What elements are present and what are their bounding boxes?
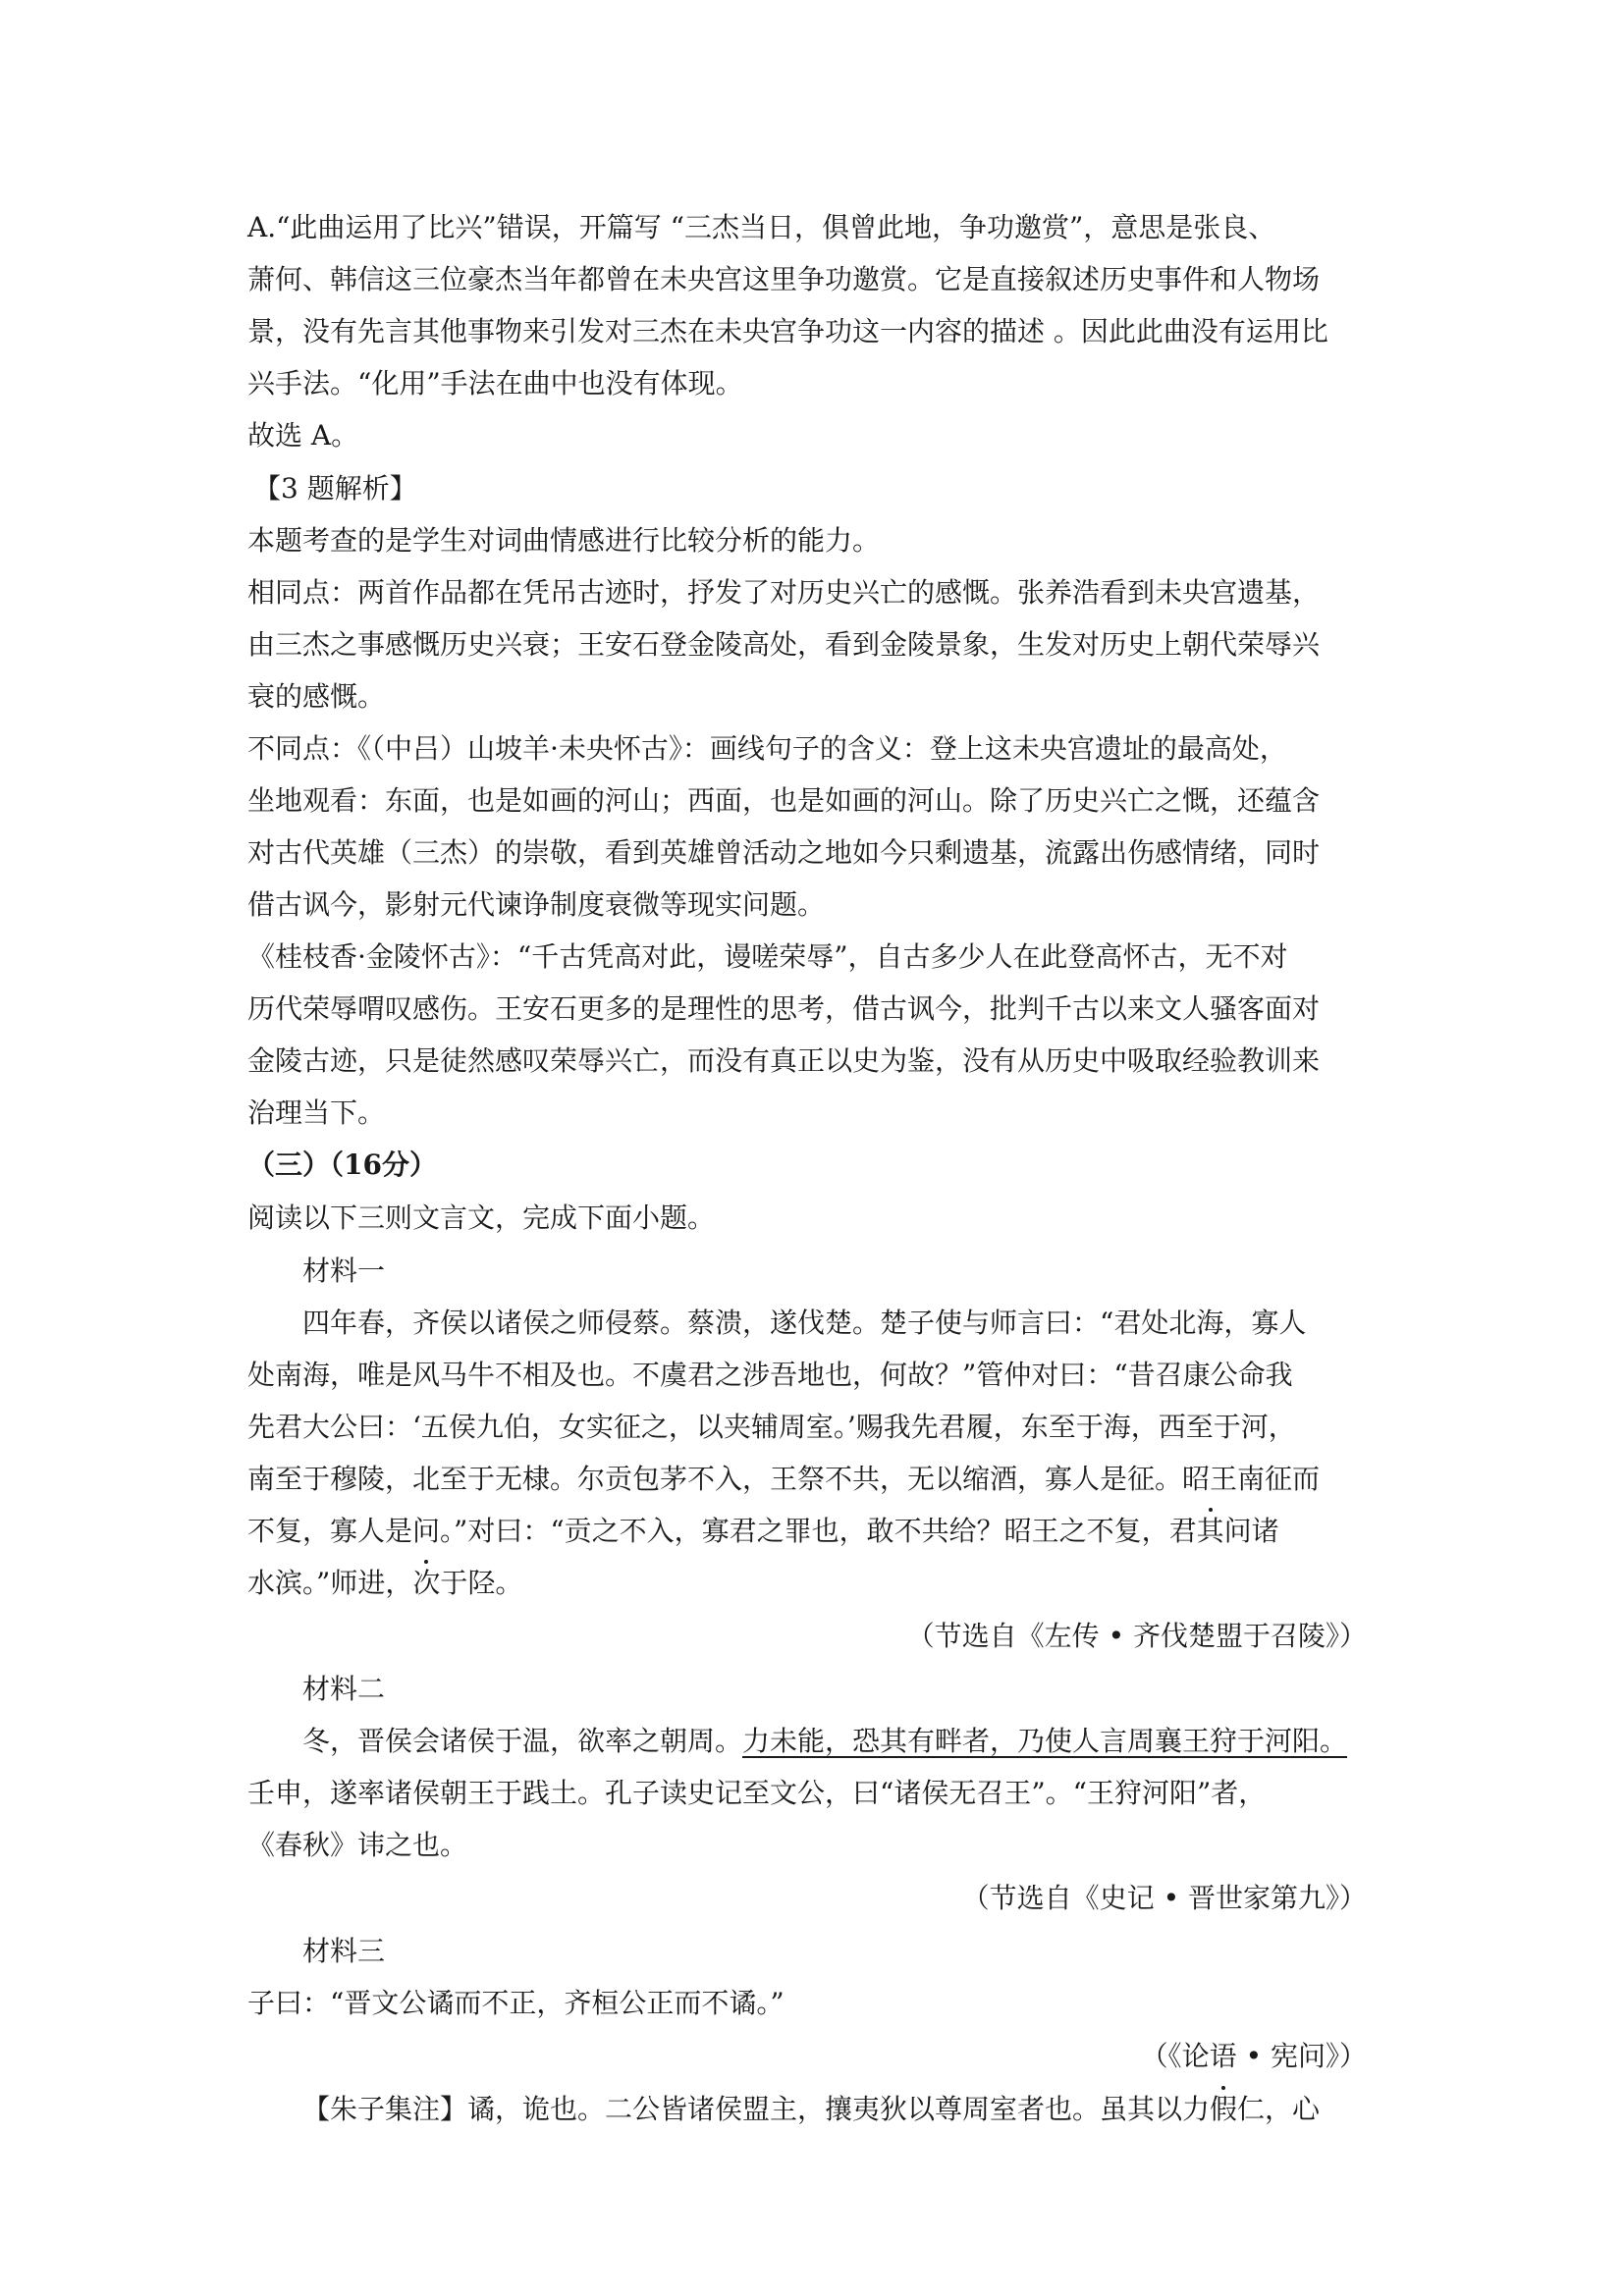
zhuzi-annotation (302, 2093, 1321, 2125)
text-run: 不复，寡人是问。”对曰：“贡之不入，寡君之罪也，敢不共给？昭王之不复，君 (247, 1515, 1197, 1547)
guizhixiang-line: 金陵古迹，只是徒然感叹荣辱兴亡，而没有真正以史为鉴，没有从历史中吸取经验教训来 (247, 1044, 1321, 1077)
difference-line: 对古代英雄（三杰）的崇敬，看到英雄曾活动之地如今只剩遗基，流露出伤感情绪，同时 (247, 836, 1321, 869)
material-2-line: 《春秋》讳之也。 (247, 1829, 468, 1861)
material-3-title: 材料三 (302, 1935, 386, 1967)
underlined-sentence: 力未能，恐其有畔者，乃使人言周襄王狩于河阳。 (742, 1725, 1348, 1757)
analysis-line: A.“此曲运用了比兴”错误，开篇写 “三杰当日，俱曾此地，争功邀赏”，意思是张良、 (247, 211, 1276, 243)
guizhixiang-line: 历代荣辱喟叹感伤。王安石更多的是理性的思考，借古讽今，批判千古以来文人骚客面对 (247, 992, 1321, 1025)
similarity-line: 相同点：两首作品都在凭吊古迹时，抒发了对历史兴亡的感慨。张养浩看到未央宫遗基， (247, 576, 1321, 609)
emphasized-character: 次 (412, 1567, 441, 1599)
material-2-line (302, 1725, 1348, 1757)
text-run: 于陉。 (440, 1567, 523, 1599)
analysis-line: 兴手法。“化用”手法在曲中也没有体现。 (247, 367, 743, 400)
question-3-intro: 本题考查的是学生对词曲情感进行比较分析的能力。 (247, 524, 881, 557)
emphasized-character: 假 (1210, 2093, 1238, 2125)
text-run: 冬，晋侯会诸侯于温，欲率之朝周。 (302, 1725, 743, 1757)
question-3-heading: 【3 题解析】 (253, 472, 417, 505)
material-3-source: （《论语 • 宪问》） (1140, 2040, 1367, 2072)
material-1-line: 四年春，齐侯以诸侯之师侵蔡。蔡溃，遂伐楚。楚子使与师言曰：“君处北海，寡人 (302, 1307, 1307, 1339)
section-heading: （三）（16分） (247, 1148, 437, 1181)
material-2-line: 壬申，遂率诸侯朝王于践土。孔子读史记至文公，曰“诸侯无召王”。“王狩河阳”者， (247, 1777, 1267, 1809)
text-run: 【朱子集注】谲，诡也。二公皆诸侯盟主，攘夷狄以尊周室者也。虽其以力 (302, 2093, 1211, 2125)
material-1-line (247, 1515, 1279, 1547)
text-run: 仁，心 (1237, 2093, 1321, 2125)
similarity-line: 由三杰之事感慨历史兴衰；王安石登金陵高处，看到金陵景象，生发对历史上朝代荣辱兴 (247, 628, 1321, 661)
material-2-title: 材料二 (302, 1673, 386, 1705)
similarity-line: 衰的感慨。 (247, 680, 386, 713)
difference-line: 借古讽今，影射元代谏诤制度衰微等现实问题。 (247, 888, 826, 921)
difference-line: 坐地观看：东面，也是如画的河山；西面，也是如画的河山。除了历史兴亡之慨，还蕴含 (247, 784, 1321, 817)
material-1-title: 材料一 (302, 1255, 386, 1287)
text-run: 问诸 (1223, 1515, 1279, 1547)
material-1-line (247, 1567, 523, 1599)
answer-choice: 故选 A。 (247, 419, 359, 452)
analysis-line: 萧何、韩信这三位豪杰当年都曾在未央宫这里争功邀赏。它是直接叙述历史事件和人物场 (247, 263, 1321, 295)
guizhixiang-line: 治理当下。 (247, 1096, 386, 1129)
difference-line: 不同点：《（中吕）山坡羊·未央怀古》：画线句子的含义：登上这未央宫遗址的最高处， (247, 732, 1287, 765)
guizhixiang-line: 《桂枝香·金陵怀古》：“千古凭高对此，谩嗟荣辱”，自古多少人在此登高怀古，无不对 (247, 940, 1288, 973)
analysis-line: 景，没有先言其他事物来引发对三杰在未央宫争功这一内容的描述 。因此此曲没有运用比 (247, 315, 1328, 347)
emphasized-character: 其 (1196, 1515, 1224, 1547)
material-1-line: 处南海，唯是风马牛不相及也。不虞君之涉吾地也，何故？”管仲对曰：“昔召康公命我 (247, 1359, 1293, 1391)
material-1-line: 先君大公曰：‘五侯九伯，女实征之，以夹辅周室。’赐我先君履，东至于海，西至于河， (247, 1411, 1296, 1443)
material-1-line: 南至于穆陵，北至于无棣。尔贡包茅不入，王祭不共，无以缩酒，寡人是征。昭王南征而 (247, 1463, 1321, 1495)
material-2-source: （节选自《史记 • 晋世家第九》） (961, 1882, 1367, 1914)
material-1-source: （节选自《左传 • 齐伐楚盟于召陵》） (906, 1620, 1367, 1652)
material-3-line: 子曰：“晋文公谲而不正，齐桓公正而不谲。” (247, 1987, 785, 2019)
reading-instruction: 阅读以下三则文言文，完成下面小题。 (247, 1201, 716, 1234)
text-run: 水滨。”师进， (247, 1567, 413, 1599)
